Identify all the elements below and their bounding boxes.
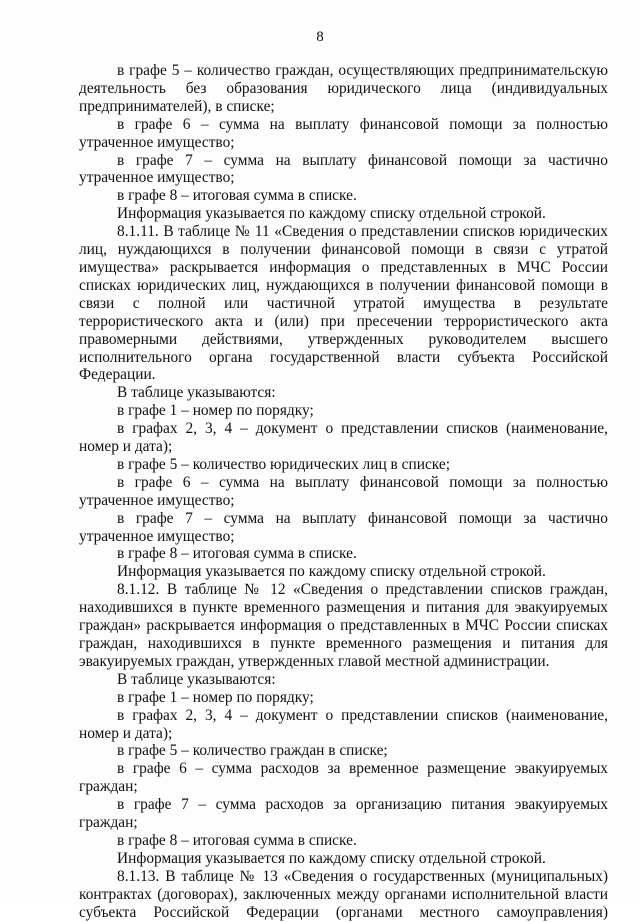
paragraph-grafa-1: в графе 1 – номер по порядку; xyxy=(117,402,314,420)
section-8-1-12: 8.1.12. В таблице № 12 «Сведения о представлении списков граждан, находившихся в пункте временного размещения и питания для эвакуируемых граждан» раскрывается информация о представленных в МЧС России списках граждан, находившихся в пункте временного размещения и питания для эвакуируемых граждан, утвержденных главой местной администрации. xyxy=(79,581,608,670)
section-8-1-11: 8.1.11. В таблице № 11 «Сведения о представлении списков юридических лиц, нуждающихся в получении финансовой помощи в связи с утратой имущества» раскрывается информация о представленных в МЧС России списках юридических лиц, нуждающихся в получении финансовой помощи в связи с полной или частичной утратой имущества в результате террористического акта и (или) при пресечении террористического акта правомерными действиями, утвержденных руководителем высшего исполнительного органа государственной власти субъекта Российской Федерации. xyxy=(79,223,608,384)
section-8-1-13: 8.1.13. В таблице № 13 «Сведения о государственных (муниципальных) контрактах (договорах), заключенных между органами исполнительной власти субъекта Российской Федерации (органами местного самоуправления) xyxy=(79,867,608,921)
page-number: 8 xyxy=(316,29,324,45)
paragraph-info-note: Информация указывается по каждому списку отдельной строкой. xyxy=(117,849,546,867)
paragraph-grafy-2-3-4: в графах 2, 3, 4 – документ о представлении списков (наименование, номер и дата); xyxy=(79,706,608,742)
paragraph-grafa-6: в графе 6 – сумма расходов за временное размещение эвакуируемых граждан; xyxy=(79,760,608,796)
paragraph-grafa-5: в графе 5 – количество юридических лиц в списке; xyxy=(117,455,451,473)
paragraph-info-note: Информация указывается по каждому списку отдельной строкой. xyxy=(117,205,546,223)
paragraph-grafa-1: в графе 1 – номер по порядку; xyxy=(117,688,314,706)
paragraph-grafa-8: в графе 8 – итоговая сумма в списке. xyxy=(117,187,357,205)
paragraph-grafa-7: в графе 7 – сумма на выплату финансовой помощи за частично утраченное имущество; xyxy=(79,509,608,545)
paragraph-grafa-7: в графе 7 – сумма расходов за организацию питания эвакуируемых граждан; xyxy=(79,796,608,832)
paragraph-grafa-8: в графе 8 – итоговая сумма в списке. xyxy=(117,831,357,849)
document-body xyxy=(79,62,608,922)
paragraph-grafa-6: в графе 6 – сумма на выплату финансовой помощи за полностью утраченное имущество; xyxy=(79,115,608,151)
paragraph-grafa-7: в графе 7 – сумма на выплату финансовой помощи за частично утраченное имущество; xyxy=(79,151,608,187)
paragraph-grafa-6: в графе 6 – сумма на выплату финансовой помощи за полностью утраченное имущество; xyxy=(79,473,608,509)
table-lead-in: В таблице указываются: xyxy=(117,384,276,402)
paragraph-info-note: Информация указывается по каждому списку отдельной строкой. xyxy=(117,563,546,581)
paragraph-grafy-2-3-4: в графах 2, 3, 4 – документ о представлении списков (наименование, номер и дата); xyxy=(79,420,608,456)
paragraph-grafa-5: в графе 5 – количество граждан в списке; xyxy=(117,742,388,760)
table-lead-in: В таблице указываются: xyxy=(117,670,276,688)
paragraph-grafa-5: в графе 5 – количество граждан, осуществляющих предпринимательскую деятельность без образования юридического лица (индивидуальных предпринимателей), в списке; xyxy=(79,62,608,115)
paragraph-grafa-8: в графе 8 – итоговая сумма в списке. xyxy=(117,545,357,563)
